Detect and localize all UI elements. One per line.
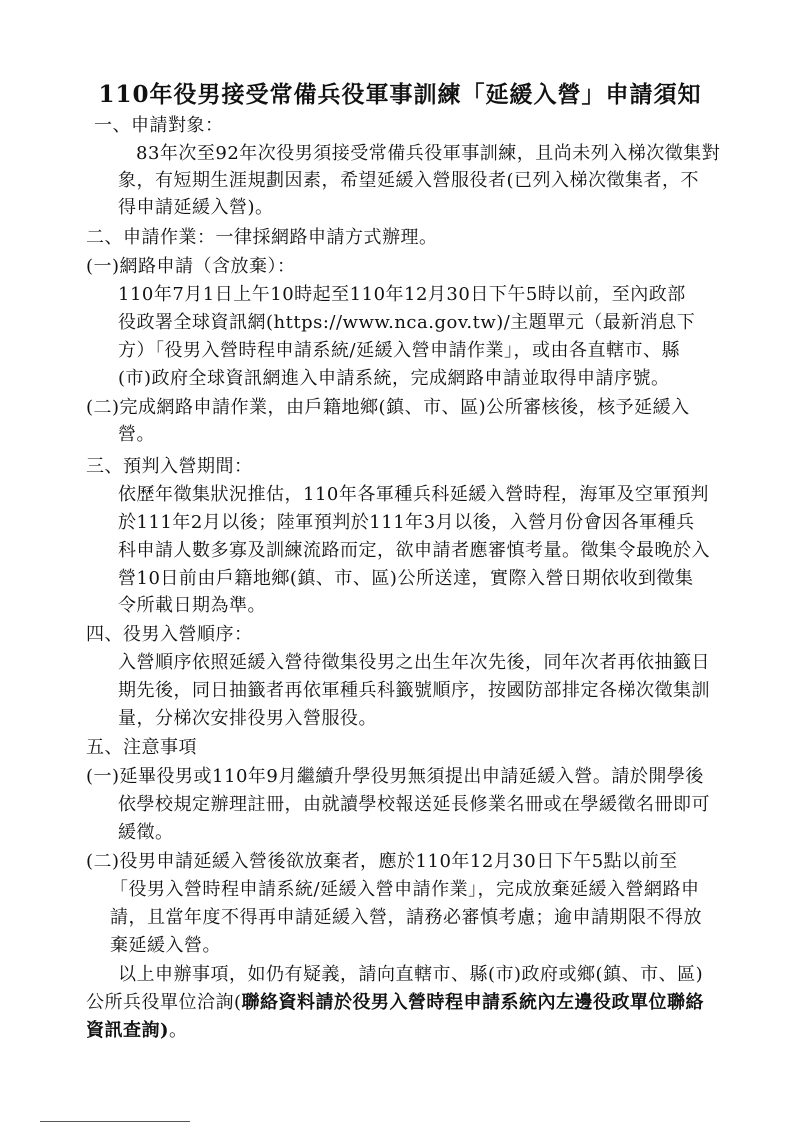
section-2-2-text-line: 營。 (118, 424, 155, 445)
section-2-1-text-line: (市)政府全球資訊網進入申請系統，完成網路申請並取得申請序號。 (118, 368, 670, 389)
section-1-text-line: 象，有短期生涯規劃因素，希望延緩入營服役者(已列入梯次徵集者，不 (118, 170, 700, 191)
document-title: 110年役男接受常備兵役軍事訓練「延緩入營」申請須知 (98, 81, 702, 108)
closing-text-line (86, 988, 704, 1018)
section-2-heading: 二、申請作業：一律採網路申請方式辦理。 (86, 227, 438, 248)
section-5-heading: 五、注意事項 (86, 737, 197, 758)
section-5-1-text-line: 緩徵。 (118, 822, 174, 843)
section-1-text-line: 83年次至92年次役男須接受常備兵役軍事訓練，且尚未列入梯次徵集對 (136, 143, 721, 164)
section-5-1-text-line: 依學校規定辦理註冊，由就讀學校報送延長修業名冊或在學緩徵名冊即可 (118, 794, 710, 815)
section-2-1-heading: (一)網路申請（含放棄）： (86, 256, 296, 277)
section-1-heading: 一、申請對象： (94, 115, 224, 136)
closing-bold-text: 聯絡資料請於役男入營時程申請系統內左邊役政單位聯絡 (241, 992, 705, 1013)
section-4-heading: 四、役男入營順序： (86, 624, 253, 645)
closing-text-line: 以上申辦事項，如仍有疑義，請向直轄市、縣(市)政府或鄉(鎮、市、區) (118, 964, 704, 985)
closing-text-line (86, 1016, 188, 1046)
section-5-2-text-line: 「役男入營時程申請系統/延緩入營申請作業」，完成放棄延緩入營網路申 (110, 879, 700, 900)
section-5-2-text-line: (二)役男申請延緩入營後欲放棄者，應於110年12月30日下午5點以前至 (86, 851, 678, 872)
section-2-2-text-line: (二)完成網路申請作業，由戶籍地鄉(鎮、市、區)公所審核後，核予延緩入 (86, 397, 690, 418)
section-2-1-text-line: 役政署全球資訊網(https://www.nca.gov.tw)/主題單元（最新消息下 (118, 312, 696, 333)
section-3-text-line: 營10日前由戶籍地鄉(鎮、市、區)公所送達，實際入營日期依收到徵集 (118, 568, 694, 589)
section-1-text-line: 得申請延緩入營)。 (118, 197, 274, 218)
section-4-text-line: 期先後，同日抽籤者再依軍種兵科籤號順序，按國防部排定各梯次徵集訓 (118, 680, 710, 701)
section-2-1-text-line: 110年7月1日上午10時起至110年12月30日下午5時以前，至內政部 (118, 284, 686, 305)
section-5-2-text-line: 請，且當年度不得再申請延緩入營，請務必審慎考慮；逾申請期限不得放 (110, 907, 702, 928)
section-2-1-text-line: 方）「役男入營時程申請系統/延緩入營申請作業」，或由各直轄市、縣 (118, 340, 681, 361)
closing-bold-text: 資訊查詢) (86, 1020, 170, 1041)
section-4-text-line: 量，分梯次安排役男入營服役。 (118, 708, 377, 729)
section-4-text-line: 入營順序依照延緩入營待徵集役男之出生年次先後，同年次者再依抽籤日 (118, 652, 710, 673)
footer-rule (40, 1121, 190, 1122)
section-5-1-text-line: (一)延畢役男或110年9月繼續升學役男無須提出申請延緩入營。請於開學後 (86, 766, 704, 787)
section-3-text-line: 令所載日期為準。 (118, 595, 266, 616)
section-5-2-text-line: 棄延緩入營。 (110, 935, 221, 956)
closing-plain-text: 公所兵役單位洽詢( (86, 992, 242, 1013)
section-3-text-line: 於111年2月以後；陸軍預判於111年3月以後，入營月份會因各軍種兵 (118, 512, 695, 533)
section-3-text-line: 科申請人數多寡及訓練流路而定，欲申請者應審慎考量。徵集令最晚於入 (118, 540, 710, 561)
section-3-text-line: 依歷年徵集狀況推估，110年各軍種兵科延緩入營時程，海軍及空軍預判 (118, 484, 709, 505)
section-3-heading: 三、預判入營期間： (86, 456, 253, 477)
closing-end-punct: 。 (169, 1020, 188, 1041)
